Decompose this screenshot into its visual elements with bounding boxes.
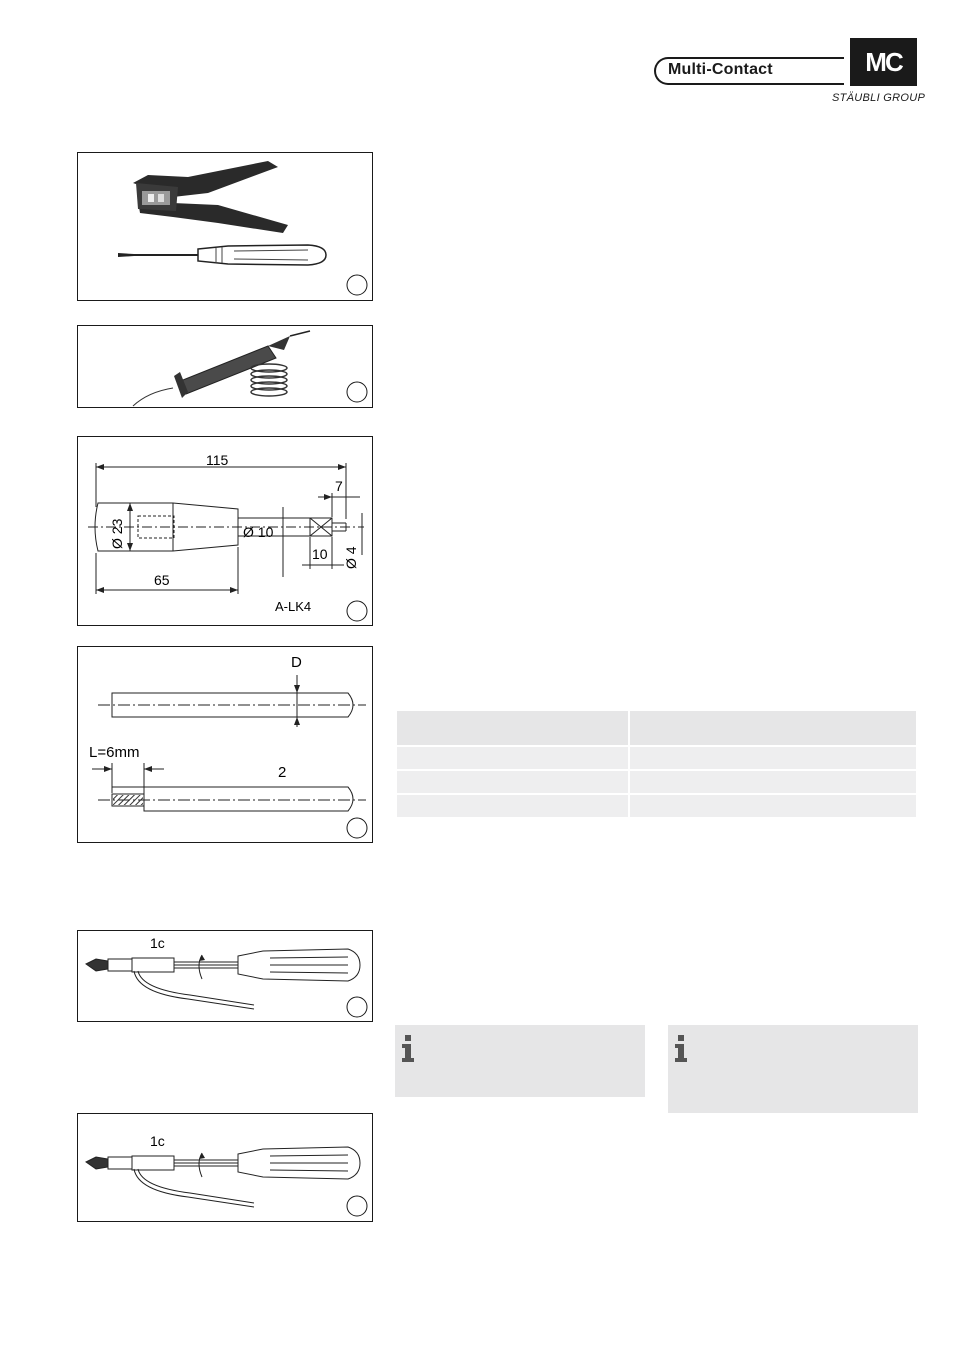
table-cell	[397, 747, 630, 769]
table-row	[397, 747, 916, 769]
figure-cable	[77, 646, 373, 843]
info-icon	[401, 1033, 415, 1063]
table-row	[397, 771, 916, 793]
model-label: A-LK4	[275, 599, 312, 614]
table-cell	[397, 771, 630, 793]
table-header-cell	[397, 711, 630, 745]
pliers-screwdriver-icon	[78, 153, 374, 302]
diameter-label: D	[291, 654, 302, 671]
dim-grip-length: 65	[154, 572, 170, 588]
part-number-label: 2	[278, 764, 287, 781]
dim-tip-diameter: Ø 4	[343, 546, 359, 569]
assembly-screwdriver-icon-b	[78, 1114, 374, 1223]
dim-tip-width: 7	[335, 478, 343, 494]
info-icon	[674, 1033, 688, 1063]
figure-assembly-b	[77, 1113, 373, 1222]
spec-table	[397, 711, 916, 817]
assembly-a-label: 1c	[150, 935, 165, 951]
figure-assembly-a	[77, 930, 373, 1022]
table-header-cell	[630, 711, 916, 745]
dimension-drawing	[78, 437, 374, 627]
soldering-iron-icon	[78, 326, 374, 409]
brand-logo: MC	[850, 38, 917, 86]
brand-group: STÄUBLI GROUP	[832, 92, 926, 104]
strip-length-label: L=6mm	[89, 744, 140, 761]
table-cell	[397, 795, 630, 817]
figure-dimensions	[77, 436, 373, 626]
table-header	[397, 711, 916, 745]
info-note-2	[668, 1025, 918, 1113]
table-row	[397, 795, 916, 817]
brand-name: Multi-Contact	[668, 61, 773, 78]
table-cell	[630, 747, 916, 769]
info-note-1	[395, 1025, 645, 1097]
dim-tip-length: 10	[312, 546, 328, 562]
assembly-b-label: 1c	[150, 1133, 165, 1149]
table-cell	[630, 771, 916, 793]
cable-strip-drawing	[78, 647, 374, 844]
dim-total-length: 115	[206, 452, 229, 468]
dim-shaft-diameter: Ø 10	[243, 524, 274, 540]
dim-grip-diameter: Ø 23	[109, 518, 125, 549]
assembly-screwdriver-icon	[78, 931, 374, 1023]
figure-soldering	[77, 325, 373, 408]
figure-tools	[77, 152, 373, 301]
table-cell	[630, 795, 916, 817]
